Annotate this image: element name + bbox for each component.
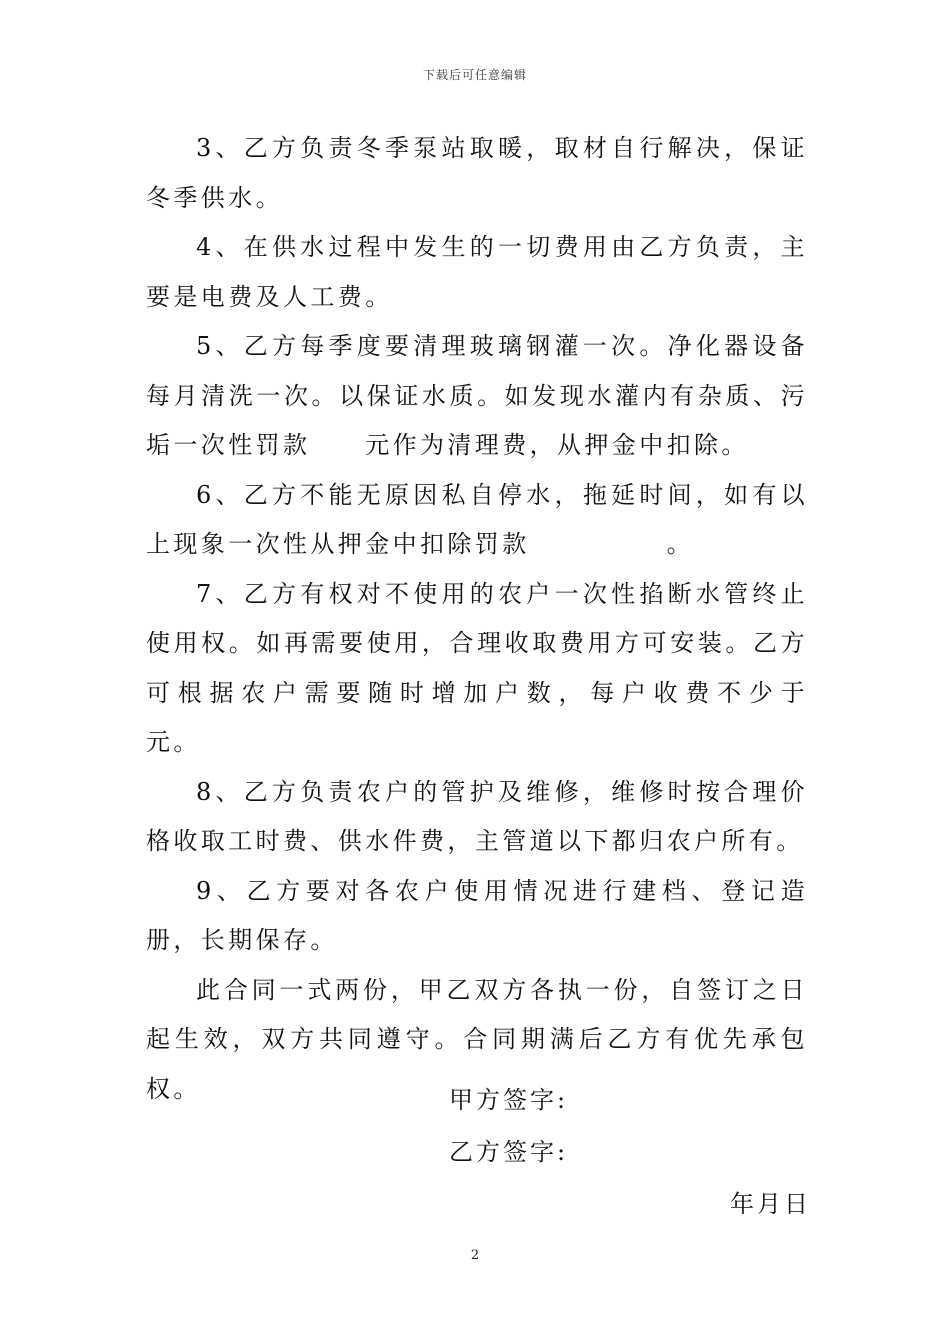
- header-note: 下载后可任意编辑: [422, 68, 527, 82]
- clause-9: 9、乙方要对各农户使用情况进行建档、登记造册，长期保存。: [146, 876, 808, 954]
- contract-body: [146, 124, 891, 1114]
- signature-date: 年月日: [730, 1190, 811, 1218]
- page-number: 2: [470, 1248, 480, 1263]
- party-a-signature: 甲方签字:: [449, 1086, 569, 1114]
- party-b-signature: 乙方签字:: [449, 1138, 569, 1166]
- closing-clause: 此合同一式两份，甲乙双方各执一份，自签订之日起生效，双方共同遵守。合同期满后乙方有优先承包权。: [146, 975, 808, 1103]
- clause-5: 5、乙方每季度要清理玻璃钢灌一次。净化器设备每月清洗一次。以保证水质。如发现水灌内有杂质、污垢一次性罚款 元作为清理费，从押金中扣除。: [146, 332, 808, 459]
- clause-6: 6、乙方不能无原因私自停水，拖延时间，如有以上现象一次性从押金中扣除罚款 。: [146, 480, 808, 558]
- clause-3: 3、乙方负责冬季泵站取暖，取材自行解决，保证冬季供水。: [146, 134, 808, 212]
- clause-8: 8、乙方负责农户的管护及维修，维修时按合理价格收取工时费、供水件费，主管道以下都归农户所有。: [146, 777, 808, 855]
- clause-4: 4、在供水过程中发生的一切费用由乙方负责，主要是电费及人工费。: [146, 233, 808, 311]
- clause-7: 7、乙方有权对不使用的农户一次性掐断水管终止使用权。如再需要使用，合理收取费用方可安装。乙方可根据农户需要随时增加户数，每户收费不少于 元。: [146, 579, 891, 756]
